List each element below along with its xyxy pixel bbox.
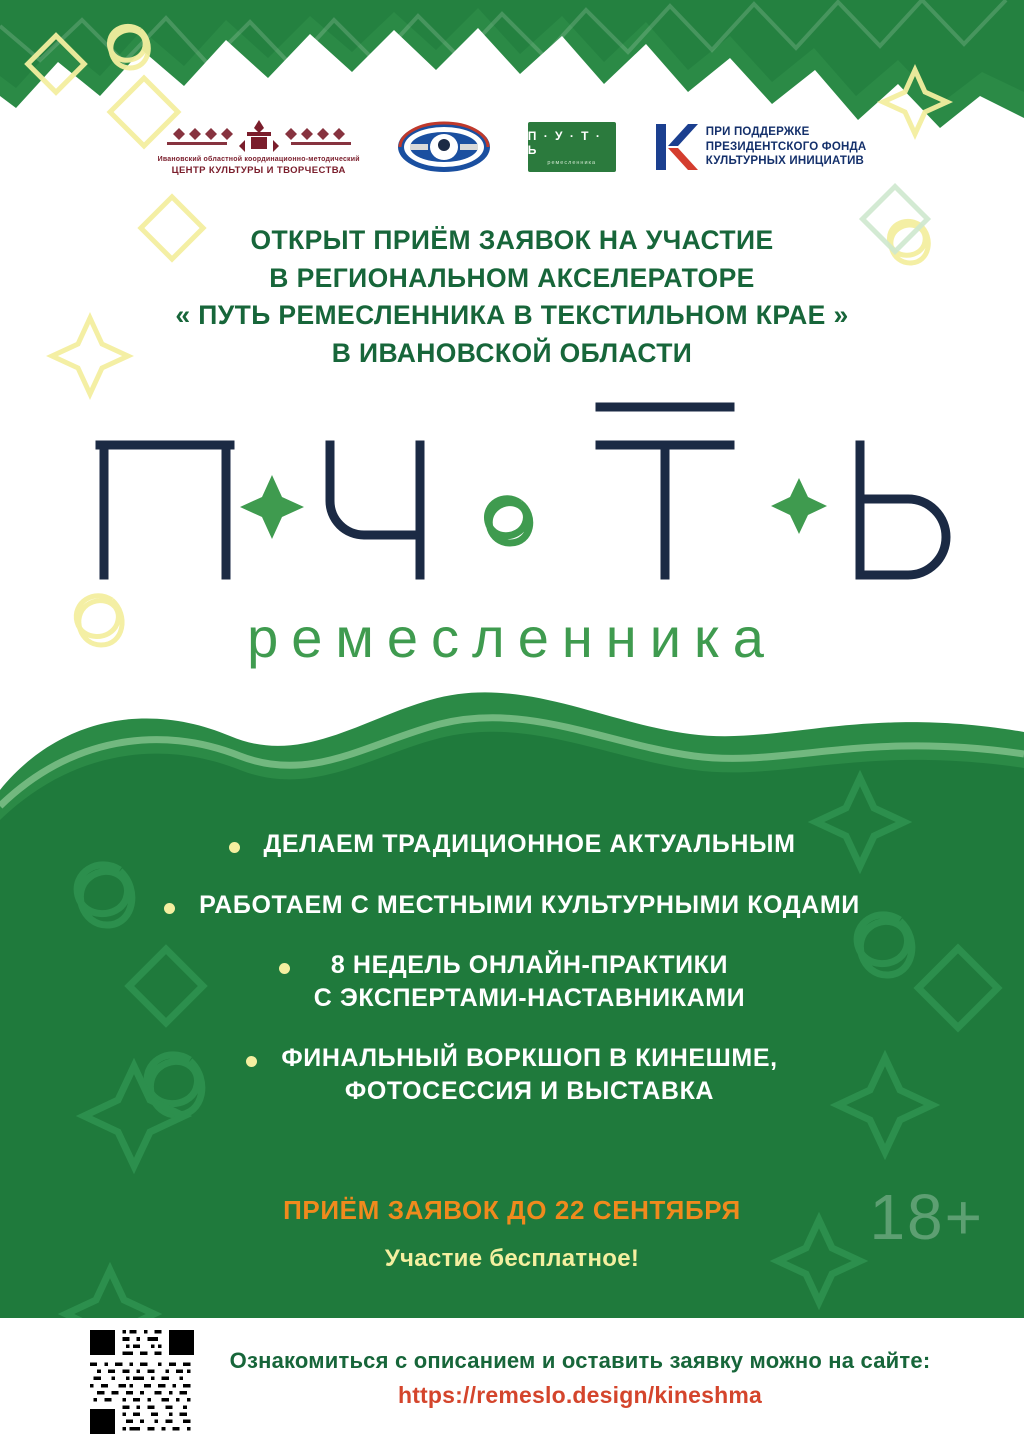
bullet-1-line-1: ДЕЛАЕМ ТРАДИЦИОННОЕ АКТУАЛЬНЫМ bbox=[263, 830, 796, 858]
bullet-list bbox=[0, 828, 1024, 1135]
bullet-3-line-1: 8 НЕДЕЛЬ ОНЛАЙН-ПРАКТИКИ bbox=[330, 951, 729, 979]
list-item bbox=[0, 889, 1024, 922]
headline-line-4: В ИВАНОВСКОЙ ОБЛАСТИ bbox=[331, 337, 693, 368]
headline-line-2: В РЕГИОНАЛЬНОМ АКСЕЛЕРАТОРЕ bbox=[269, 262, 755, 293]
bullet-2-line-1: РАБОТАЕМ С МЕСТНЫМИ КУЛЬТУРНЫМИ КОДАМИ bbox=[199, 890, 860, 919]
ivanovo-center-line1: Ивановский областной координационно-методический bbox=[157, 156, 360, 163]
ivanovo-center-line2: ЦЕНТР КУЛЬТУРЫ И ТВОРЧЕСТВА bbox=[171, 165, 346, 176]
list-item bbox=[0, 949, 1024, 1014]
headline bbox=[0, 222, 1024, 373]
pf-line2: ПРЕЗИДЕНТСКОГО ФОНДА bbox=[705, 140, 867, 153]
bullet-text bbox=[199, 889, 860, 922]
put-remeslennika-logo bbox=[528, 122, 616, 172]
qr-code-icon[interactable] bbox=[90, 1330, 194, 1434]
footer-text: Ознакомиться с описанием и оставить заявку можно на сайте: bbox=[229, 1348, 931, 1373]
top-zigzag-band bbox=[0, 0, 1024, 215]
bullet-text bbox=[264, 828, 796, 861]
put-logo-line1: П · У · Т · Ь bbox=[527, 128, 602, 157]
bullet-text bbox=[314, 949, 745, 1014]
list-item bbox=[0, 828, 1024, 861]
presidential-fund-text bbox=[706, 125, 867, 168]
headline-line-3: « ПУТЬ РЕМЕСЛЕННИКА В ТЕКСТИЛЬНОМ КРАЕ » bbox=[175, 300, 849, 331]
footer-link[interactable]: https://remeslo.design/kineshma bbox=[397, 1382, 763, 1408]
logo-row bbox=[0, 118, 1024, 176]
ornament-icon bbox=[159, 118, 359, 154]
list-item bbox=[0, 1042, 1024, 1107]
headline-line-1: ОТКРЫТ ПРИЁМ ЗАЯВОК НА УЧАСТИЕ bbox=[250, 225, 774, 255]
bullet-dot-icon bbox=[246, 1056, 257, 1067]
bullet-text bbox=[281, 1042, 777, 1107]
bullet-dot-icon bbox=[229, 842, 240, 853]
bullet-3-line-2: С ЭКСПЕРТАМИ-НАСТАВНИКАМИ bbox=[313, 983, 746, 1012]
presidential-fund-logo bbox=[652, 122, 867, 172]
free-participation-text: Участие бесплатное! bbox=[384, 1245, 640, 1272]
wordmark-sub: ремесленника bbox=[247, 606, 777, 669]
flag-k-icon bbox=[652, 122, 698, 172]
pf-line1: ПРИ ПОДДЕРЖКЕ bbox=[705, 126, 810, 139]
bullet-4-line-1: ФИНАЛЬНЫЙ ВОРКШОП В КИНЕШМЕ, bbox=[281, 1044, 778, 1072]
oval-emblem-logo bbox=[396, 121, 492, 173]
bullet-dot-icon bbox=[279, 963, 290, 974]
bullet-4-line-2: ФОТОСЕССИЯ И ВЫСТАВКА bbox=[344, 1076, 715, 1105]
wordmark-put bbox=[0, 385, 1024, 600]
deadline-text: ПРИЁМ ЗАЯВОК ДО 22 СЕНТЯБРЯ bbox=[283, 1195, 741, 1225]
bullet-dot-icon bbox=[164, 903, 175, 914]
age-rating-badge: 18+ bbox=[869, 1181, 984, 1253]
pf-line3: КУЛЬТУРНЫХ ИНИЦИАТИВ bbox=[705, 155, 865, 168]
put-logo-line2: ремесленника bbox=[547, 159, 597, 166]
ivanovo-center-logo bbox=[158, 118, 360, 176]
